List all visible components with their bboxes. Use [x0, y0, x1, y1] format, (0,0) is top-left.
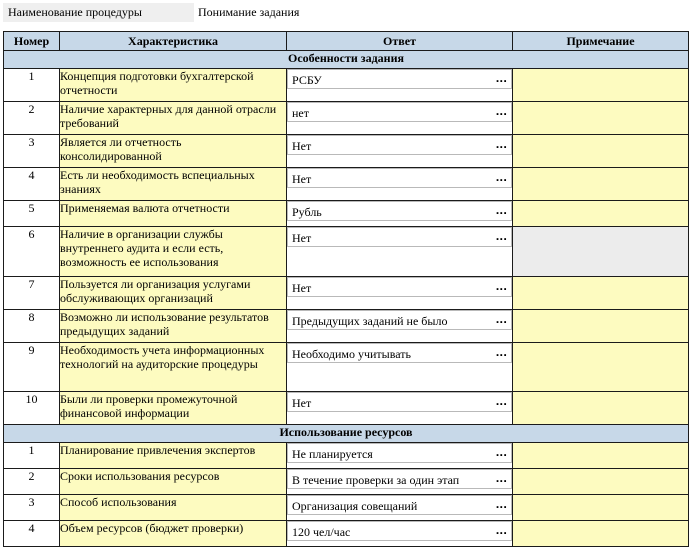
- note-cell[interactable]: [513, 69, 689, 102]
- note-cell[interactable]: [513, 227, 689, 277]
- row-characteristic: Является ли отчетность консолидированной: [60, 135, 287, 168]
- table-row: [4, 310, 689, 343]
- row-characteristic: Концепция подготовки бухгалтерской отчетности: [60, 69, 287, 102]
- procedure-table: [3, 31, 689, 547]
- note-cell[interactable]: [513, 102, 689, 135]
- answer-value: Не планируется: [292, 447, 373, 461]
- row-number: 3: [4, 495, 60, 521]
- more-options-button[interactable]: ...: [495, 397, 507, 408]
- section-header-resource-usage: [4, 425, 689, 443]
- section-title: Особенности задания: [4, 51, 689, 69]
- row-characteristic: Объем ресурсов (бюджет проверки): [60, 521, 287, 547]
- answer-cell: [287, 392, 513, 425]
- answer-cell: [287, 135, 513, 168]
- answer-field[interactable]: [287, 469, 512, 489]
- table-row: [4, 227, 689, 277]
- answer-field[interactable]: [287, 135, 512, 155]
- answer-cell: [287, 310, 513, 343]
- more-options-button[interactable]: ...: [495, 140, 507, 151]
- row-number: 7: [4, 277, 60, 310]
- answer-value: Нет: [292, 396, 312, 410]
- more-options-button[interactable]: ...: [495, 474, 507, 485]
- answer-cell: [287, 469, 513, 495]
- more-options-button[interactable]: ...: [495, 232, 507, 243]
- note-cell[interactable]: [513, 443, 689, 469]
- row-characteristic: Планирование привлечения экспертов: [60, 443, 287, 469]
- answer-field[interactable]: [287, 392, 512, 412]
- answer-value: В течение проверки за один этап: [292, 473, 460, 487]
- answer-value: Нет: [292, 139, 312, 153]
- more-options-button[interactable]: ...: [495, 282, 507, 293]
- note-cell[interactable]: [513, 277, 689, 310]
- row-number: 9: [4, 343, 60, 392]
- answer-field[interactable]: [287, 277, 512, 297]
- more-options-button[interactable]: ...: [495, 206, 507, 217]
- answer-field[interactable]: [287, 201, 512, 221]
- answer-field[interactable]: [287, 310, 512, 330]
- answer-field[interactable]: [287, 343, 512, 363]
- row-number: 10: [4, 392, 60, 425]
- section-title: Использование ресурсов: [4, 425, 689, 443]
- more-options-button[interactable]: ...: [495, 74, 507, 85]
- answer-value: Нет: [292, 172, 312, 186]
- row-number: 2: [4, 469, 60, 495]
- column-header-number: Номер: [4, 32, 60, 51]
- column-header-answer: Ответ: [287, 32, 513, 51]
- note-cell[interactable]: [513, 392, 689, 425]
- row-number: 1: [4, 443, 60, 469]
- more-options-button[interactable]: ...: [495, 348, 507, 359]
- row-number: 4: [4, 521, 60, 547]
- answer-cell: [287, 521, 513, 547]
- answer-value: Необходимо учитывать: [292, 347, 411, 361]
- table-row: [4, 135, 689, 168]
- table-row: [4, 495, 689, 521]
- row-number: 2: [4, 102, 60, 135]
- row-number: 4: [4, 168, 60, 201]
- more-options-button[interactable]: ...: [495, 173, 507, 184]
- table-row: [4, 521, 689, 547]
- answer-field[interactable]: [287, 168, 512, 188]
- note-cell[interactable]: [513, 201, 689, 227]
- note-cell[interactable]: [513, 310, 689, 343]
- note-cell[interactable]: [513, 469, 689, 495]
- table-row: [4, 392, 689, 425]
- answer-field[interactable]: [287, 443, 512, 463]
- note-cell[interactable]: [513, 495, 689, 521]
- row-number: 3: [4, 135, 60, 168]
- column-header-note: Примечание: [513, 32, 689, 51]
- table-row: [4, 102, 689, 135]
- answer-cell: [287, 443, 513, 469]
- row-characteristic: Есть ли необходимость вспециальных знаниях: [60, 168, 287, 201]
- row-number: 1: [4, 69, 60, 102]
- more-options-button[interactable]: ...: [495, 448, 507, 459]
- answer-field[interactable]: [287, 521, 512, 541]
- answer-value: Организация совещаний: [292, 499, 418, 513]
- answer-cell: [287, 495, 513, 521]
- table-row: [4, 343, 689, 392]
- row-characteristic: Наличие в организации службы внутреннего аудита и если есть, возможность ее использования: [60, 227, 287, 277]
- section-header-task-features: [4, 51, 689, 69]
- table-row: [4, 443, 689, 469]
- table-row: [4, 469, 689, 495]
- answer-cell: [287, 343, 513, 392]
- row-characteristic: Наличие характерных для данной отрасли требований: [60, 102, 287, 135]
- note-cell[interactable]: [513, 521, 689, 547]
- column-header-characteristic: Характеристика: [60, 32, 287, 51]
- answer-field[interactable]: [287, 69, 512, 89]
- answer-value: РСБУ: [292, 73, 322, 87]
- row-characteristic: Необходимость учета информационных технологий на аудиторские процедуры: [60, 343, 287, 392]
- answer-value: Предыдущих заданий не было: [292, 314, 448, 328]
- answer-cell: [287, 277, 513, 310]
- row-number: 8: [4, 310, 60, 343]
- row-characteristic: Возможно ли использование результатов предыдущих заданий: [60, 310, 287, 343]
- table-row: [4, 168, 689, 201]
- table-row: [4, 201, 689, 227]
- answer-value: Нет: [292, 281, 312, 295]
- answer-cell: [287, 102, 513, 135]
- answer-value: нет: [292, 106, 309, 120]
- procedure-name-label: Наименование процедуры: [3, 3, 194, 22]
- answer-value: Нет: [292, 231, 312, 245]
- more-options-button[interactable]: ...: [495, 500, 507, 511]
- row-characteristic: Пользуется ли организация услугами обслуживающих организаций: [60, 277, 287, 310]
- row-characteristic: Были ли проверки промежуточной финансовой информации: [60, 392, 287, 425]
- answer-cell: [287, 69, 513, 102]
- answer-field[interactable]: [287, 102, 512, 122]
- answer-field[interactable]: [287, 495, 512, 515]
- answer-value: 120 чел/час: [292, 525, 351, 539]
- answer-value: Рубль: [292, 205, 322, 219]
- row-characteristic: Сроки использования ресурсов: [60, 469, 287, 495]
- answer-cell: [287, 227, 513, 277]
- note-cell[interactable]: [513, 343, 689, 392]
- answer-field[interactable]: [287, 227, 512, 247]
- procedure-name-value: Понимание задания: [198, 5, 300, 19]
- table-header-row: [4, 32, 689, 51]
- answer-cell: [287, 201, 513, 227]
- row-characteristic: Способ использования: [60, 495, 287, 521]
- more-options-button[interactable]: ...: [495, 315, 507, 326]
- row-characteristic: Применяемая валюта отчетности: [60, 201, 287, 227]
- table-row: [4, 277, 689, 310]
- note-cell[interactable]: [513, 135, 689, 168]
- row-number: 5: [4, 201, 60, 227]
- procedure-header: [0, 0, 691, 26]
- answer-cell: [287, 168, 513, 201]
- more-options-button[interactable]: ...: [495, 526, 507, 537]
- row-number: 6: [4, 227, 60, 277]
- table-row: [4, 69, 689, 102]
- more-options-button[interactable]: ...: [495, 107, 507, 118]
- note-cell[interactable]: [513, 168, 689, 201]
